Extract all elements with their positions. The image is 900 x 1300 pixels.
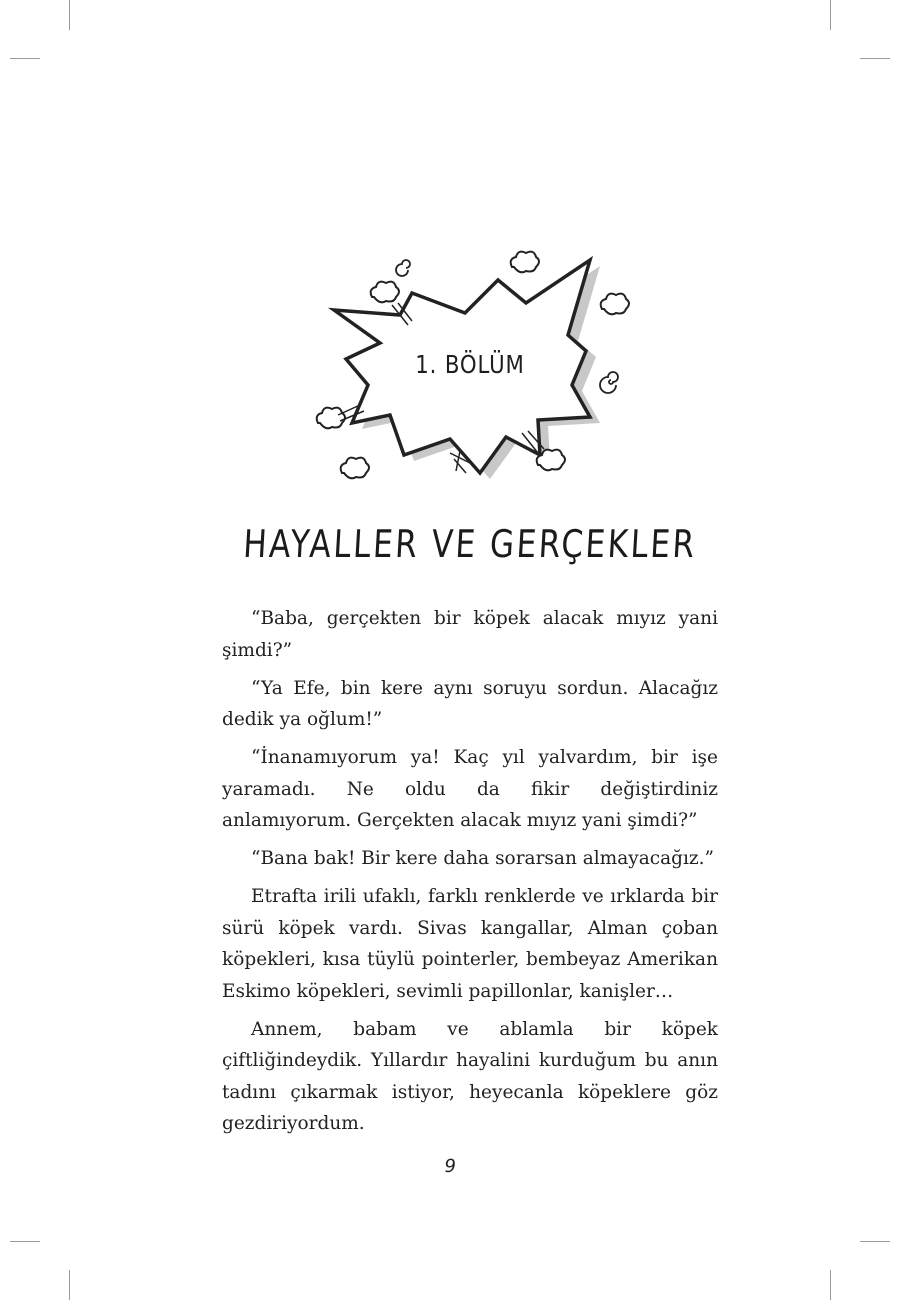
crop-mark — [860, 58, 890, 59]
chapter-label: 1. BÖLÜM — [415, 350, 525, 379]
crop-mark — [830, 0, 831, 30]
paragraph: Etrafta irili ufaklı, farklı renklerde ve ırklarda bir sürü köpek vardı. Sivas kangallar, Alman çoban köpekleri, kısa tüylü pointerler, bembeyaz Amerikan Eskimo köpekleri, sevimli papillonlar, kanişler… — [222, 886, 718, 1002]
crop-mark — [69, 1270, 70, 1300]
crop-mark — [860, 1241, 890, 1242]
paragraph: “Baba, gerçekten bir köpek alacak mıyız yani şimdi?” — [222, 608, 718, 661]
paragraph: Annem, babam ve ablamla bir köpek çiftliğindeydik. Yıllardır hayalini kurduğum bu anın tadını çıkarmak istiyor, heyecanla köpeklere göz gezdiriyordum. — [222, 1018, 718, 1134]
crop-mark — [69, 0, 70, 30]
crop-mark — [10, 1241, 40, 1242]
paragraph: “Ya Efe, bin kere aynı soruyu sordun. Alacağız dedik ya oğlum!” — [222, 677, 718, 730]
body-text — [222, 603, 718, 1146]
chapter-title: HAYALLER VE GERÇEKLER — [242, 522, 698, 566]
paragraph: “Bana bak! Bir kere daha sorarsan almayacağız.” — [251, 848, 714, 869]
page-number: 9 — [442, 1156, 458, 1177]
crop-mark — [830, 1270, 831, 1300]
crop-mark — [10, 58, 40, 59]
paragraph: “İnanamıyorum ya! Kaç yıl yalvardım, bir işe yaramadı. Ne oldu da fikir değiştirdiniz anlamıyorum. Gerçekten alacak mıyız yani şimdi?” — [222, 747, 718, 831]
